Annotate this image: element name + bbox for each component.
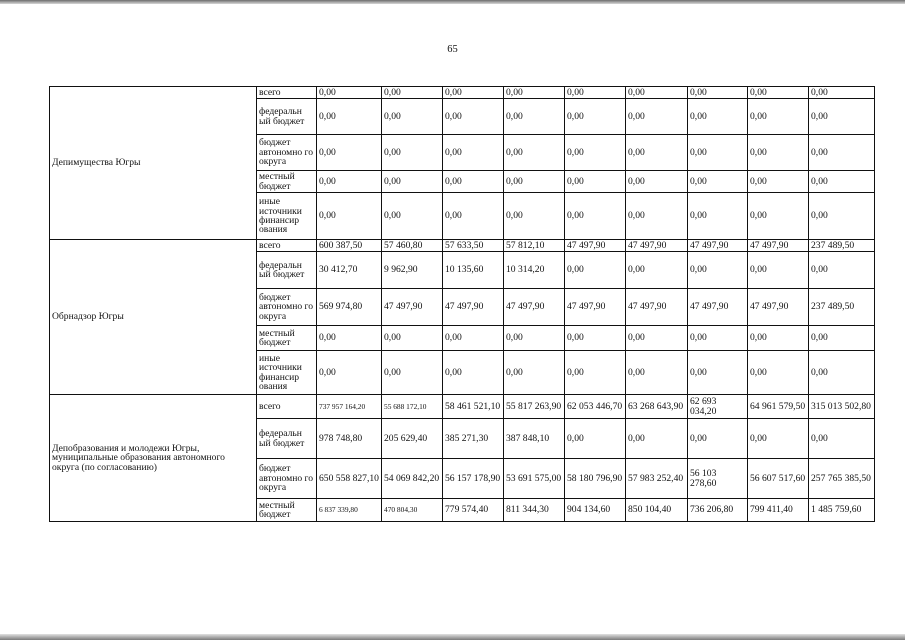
funding-source: бюджет автономно го округа bbox=[257, 459, 317, 499]
amount-cell: 650 558 827,10 bbox=[317, 459, 382, 499]
amount-cell: 47 497,90 bbox=[626, 240, 688, 252]
amount-cell: 0,00 bbox=[748, 171, 809, 193]
amount-cell: 0,00 bbox=[504, 99, 565, 135]
amount-cell: 0,00 bbox=[626, 135, 688, 171]
amount-cell: 54 069 842,20 bbox=[382, 459, 443, 499]
funding-source: бюджет автономно го округа bbox=[257, 289, 317, 326]
amount-cell: 47 497,90 bbox=[565, 240, 626, 252]
amount-cell: 0,00 bbox=[688, 419, 748, 459]
amount-cell: 0,00 bbox=[443, 171, 504, 193]
amount-cell: 0,00 bbox=[565, 326, 626, 351]
amount-cell: 569 974,80 bbox=[317, 289, 382, 326]
amount-cell: 0,00 bbox=[443, 326, 504, 351]
amount-cell: 0,00 bbox=[688, 99, 748, 135]
amount-cell: 55 817 263,90 bbox=[504, 395, 565, 419]
amount-cell: 57 983 252,40 bbox=[626, 459, 688, 499]
amount-cell: 850 104,40 bbox=[626, 499, 688, 522]
amount-cell: 0,00 bbox=[317, 135, 382, 171]
amount-cell: 0,00 bbox=[809, 135, 875, 171]
amount-cell: 0,00 bbox=[626, 252, 688, 289]
amount-cell: 0,00 bbox=[317, 326, 382, 351]
amount-cell: 0,00 bbox=[317, 87, 382, 99]
amount-cell: 0,00 bbox=[688, 193, 748, 240]
amount-cell: 0,00 bbox=[688, 252, 748, 289]
program-name: Депобразования и молодежи Югры, муниципальные образования автономного округа (по согласованию) bbox=[50, 395, 257, 522]
amount-cell: 470 804,30 bbox=[382, 499, 443, 522]
amount-cell: 30 412,70 bbox=[317, 252, 382, 289]
amount-cell: 387 848,10 bbox=[504, 419, 565, 459]
budget-table bbox=[49, 86, 875, 522]
funding-source: иные источники финансир ования bbox=[257, 193, 317, 240]
amount-cell: 205 629,40 bbox=[382, 419, 443, 459]
amount-cell: 779 574,40 bbox=[443, 499, 504, 522]
amount-cell: 64 961 579,50 bbox=[748, 395, 809, 419]
amount-cell: 47 497,90 bbox=[565, 289, 626, 326]
amount-cell: 0,00 bbox=[382, 171, 443, 193]
amount-cell: 0,00 bbox=[748, 252, 809, 289]
table-body bbox=[50, 87, 875, 522]
amount-cell: 0,00 bbox=[382, 135, 443, 171]
amount-cell: 0,00 bbox=[688, 351, 748, 395]
amount-cell: 57 460,80 bbox=[382, 240, 443, 252]
amount-cell: 0,00 bbox=[504, 135, 565, 171]
amount-cell: 56 607 517,60 bbox=[748, 459, 809, 499]
amount-cell: 0,00 bbox=[688, 135, 748, 171]
amount-cell: 0,00 bbox=[809, 419, 875, 459]
amount-cell: 737 957 164,20 bbox=[317, 395, 382, 419]
amount-cell: 0,00 bbox=[504, 351, 565, 395]
amount-cell: 0,00 bbox=[382, 193, 443, 240]
amount-cell: 0,00 bbox=[382, 326, 443, 351]
amount-cell: 0,00 bbox=[443, 87, 504, 99]
amount-cell: 6 837 339,80 bbox=[317, 499, 382, 522]
amount-cell: 0,00 bbox=[688, 87, 748, 99]
amount-cell: 58 461 521,10 bbox=[443, 395, 504, 419]
amount-cell: 47 497,90 bbox=[748, 240, 809, 252]
amount-cell: 57 633,50 bbox=[443, 240, 504, 252]
amount-cell: 0,00 bbox=[443, 135, 504, 171]
funding-source: федеральн ый бюджет bbox=[257, 252, 317, 289]
amount-cell: 47 497,90 bbox=[688, 289, 748, 326]
amount-cell: 0,00 bbox=[565, 193, 626, 240]
amount-cell: 0,00 bbox=[809, 171, 875, 193]
amount-cell: 47 497,90 bbox=[626, 289, 688, 326]
amount-cell: 47 497,90 bbox=[688, 240, 748, 252]
amount-cell: 0,00 bbox=[626, 171, 688, 193]
amount-cell: 62 053 446,70 bbox=[565, 395, 626, 419]
amount-cell: 47 497,90 bbox=[748, 289, 809, 326]
amount-cell: 63 268 643,90 bbox=[626, 395, 688, 419]
amount-cell: 58 180 796,90 bbox=[565, 459, 626, 499]
amount-cell: 0,00 bbox=[748, 193, 809, 240]
amount-cell: 0,00 bbox=[565, 87, 626, 99]
amount-cell: 0,00 bbox=[688, 326, 748, 351]
table-row bbox=[50, 240, 875, 252]
amount-cell: 0,00 bbox=[748, 419, 809, 459]
funding-source: всего bbox=[257, 395, 317, 419]
table-row bbox=[50, 87, 875, 99]
amount-cell: 0,00 bbox=[317, 171, 382, 193]
amount-cell: 811 344,30 bbox=[504, 499, 565, 522]
amount-cell: 0,00 bbox=[809, 99, 875, 135]
amount-cell: 0,00 bbox=[565, 99, 626, 135]
amount-cell: 9 962,90 bbox=[382, 252, 443, 289]
amount-cell: 385 271,30 bbox=[443, 419, 504, 459]
amount-cell: 0,00 bbox=[809, 87, 875, 99]
amount-cell: 0,00 bbox=[748, 351, 809, 395]
amount-cell: 0,00 bbox=[748, 99, 809, 135]
amount-cell: 0,00 bbox=[504, 326, 565, 351]
amount-cell: 0,00 bbox=[443, 99, 504, 135]
amount-cell: 0,00 bbox=[688, 171, 748, 193]
funding-source: бюджет автономно го округа bbox=[257, 135, 317, 171]
amount-cell: 0,00 bbox=[565, 351, 626, 395]
amount-cell: 0,00 bbox=[565, 171, 626, 193]
amount-cell: 237 489,50 bbox=[809, 289, 875, 326]
amount-cell: 978 748,80 bbox=[317, 419, 382, 459]
funding-source: местный бюджет bbox=[257, 171, 317, 193]
amount-cell: 0,00 bbox=[317, 193, 382, 240]
funding-source: всего bbox=[257, 240, 317, 252]
table-row bbox=[50, 395, 875, 419]
amount-cell: 600 387,50 bbox=[317, 240, 382, 252]
amount-cell: 47 497,90 bbox=[443, 289, 504, 326]
amount-cell: 0,00 bbox=[626, 419, 688, 459]
amount-cell: 56 103 278,60 bbox=[688, 459, 748, 499]
funding-source: федеральн ый бюджет bbox=[257, 99, 317, 135]
scan-edge-bottom bbox=[0, 634, 905, 640]
amount-cell: 47 497,90 bbox=[504, 289, 565, 326]
scan-edge-top bbox=[0, 0, 905, 4]
amount-cell: 55 688 172,10 bbox=[382, 395, 443, 419]
amount-cell: 0,00 bbox=[809, 252, 875, 289]
amount-cell: 237 489,50 bbox=[809, 240, 875, 252]
amount-cell: 0,00 bbox=[748, 326, 809, 351]
amount-cell: 0,00 bbox=[317, 351, 382, 395]
amount-cell: 0,00 bbox=[443, 351, 504, 395]
amount-cell: 0,00 bbox=[626, 351, 688, 395]
amount-cell: 0,00 bbox=[809, 326, 875, 351]
amount-cell: 315 013 502,80 bbox=[809, 395, 875, 419]
amount-cell: 0,00 bbox=[504, 171, 565, 193]
amount-cell: 0,00 bbox=[626, 87, 688, 99]
funding-source: федеральн ый бюджет bbox=[257, 419, 317, 459]
amount-cell: 1 485 759,60 bbox=[809, 499, 875, 522]
amount-cell: 904 134,60 bbox=[565, 499, 626, 522]
amount-cell: 0,00 bbox=[504, 87, 565, 99]
amount-cell: 0,00 bbox=[626, 193, 688, 240]
program-name: Депимущества Югры bbox=[50, 87, 257, 240]
amount-cell: 62 693 034,20 bbox=[688, 395, 748, 419]
amount-cell: 0,00 bbox=[809, 193, 875, 240]
funding-source: местный бюджет bbox=[257, 326, 317, 351]
amount-cell: 0,00 bbox=[382, 99, 443, 135]
funding-source: иные источники финансир ования bbox=[257, 351, 317, 395]
amount-cell: 0,00 bbox=[443, 193, 504, 240]
amount-cell: 47 497,90 bbox=[382, 289, 443, 326]
amount-cell: 0,00 bbox=[317, 99, 382, 135]
amount-cell: 0,00 bbox=[809, 351, 875, 395]
amount-cell: 0,00 bbox=[626, 326, 688, 351]
amount-cell: 799 411,40 bbox=[748, 499, 809, 522]
amount-cell: 736 206,80 bbox=[688, 499, 748, 522]
amount-cell: 0,00 bbox=[748, 87, 809, 99]
amount-cell: 10 135,60 bbox=[443, 252, 504, 289]
amount-cell: 0,00 bbox=[565, 135, 626, 171]
amount-cell: 257 765 385,50 bbox=[809, 459, 875, 499]
amount-cell: 0,00 bbox=[504, 193, 565, 240]
amount-cell: 0,00 bbox=[382, 351, 443, 395]
amount-cell: 56 157 178,90 bbox=[443, 459, 504, 499]
page-number: 65 bbox=[447, 44, 458, 55]
amount-cell: 0,00 bbox=[565, 419, 626, 459]
amount-cell: 0,00 bbox=[382, 87, 443, 99]
amount-cell: 53 691 575,00 bbox=[504, 459, 565, 499]
amount-cell: 0,00 bbox=[748, 135, 809, 171]
funding-source: местный бюджет bbox=[257, 499, 317, 522]
amount-cell: 0,00 bbox=[565, 252, 626, 289]
amount-cell: 10 314,20 bbox=[504, 252, 565, 289]
amount-cell: 0,00 bbox=[626, 99, 688, 135]
funding-source: всего bbox=[257, 87, 317, 99]
program-name: Обрнадзор Югры bbox=[50, 240, 257, 395]
amount-cell: 57 812,10 bbox=[504, 240, 565, 252]
